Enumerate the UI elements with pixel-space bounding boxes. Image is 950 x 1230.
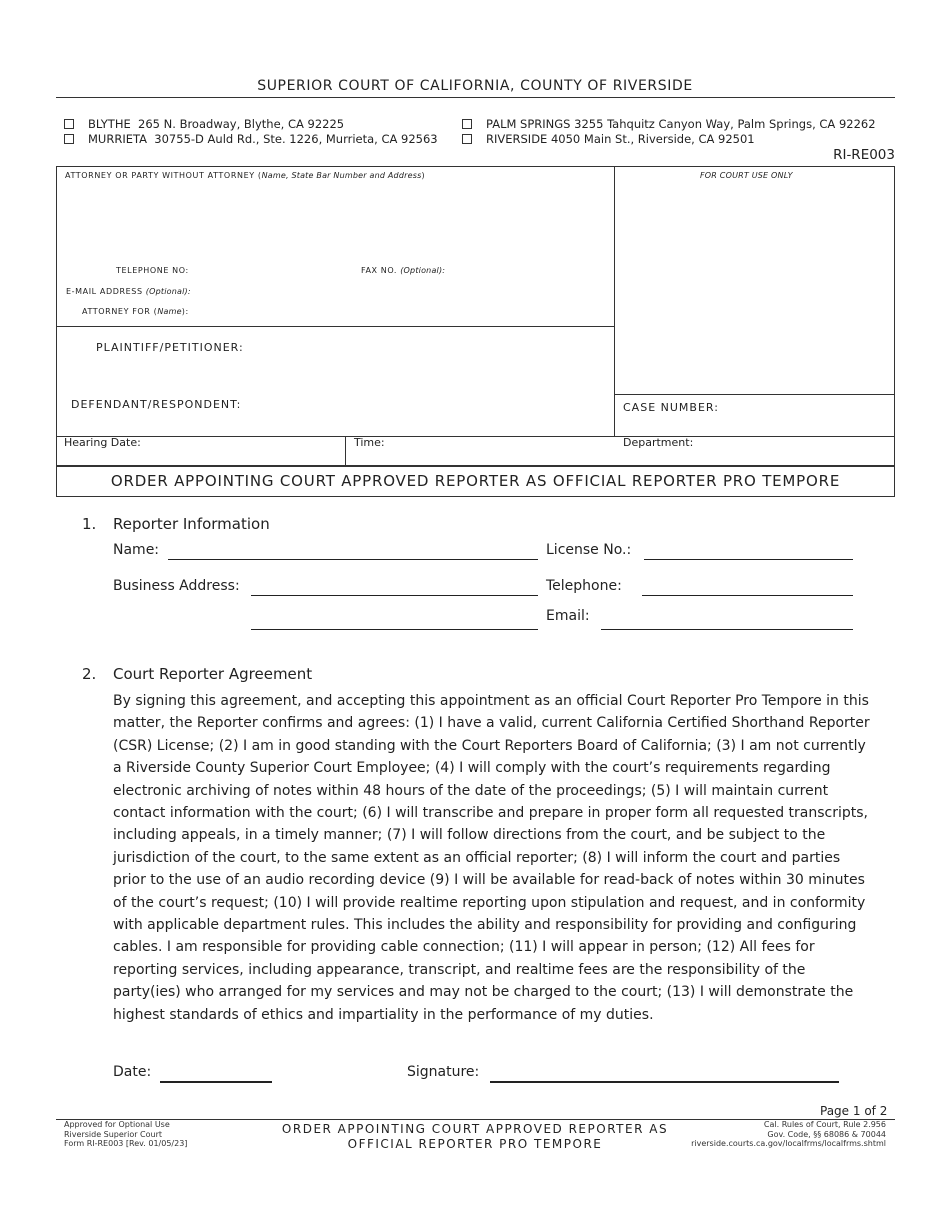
hearing-date-label: Hearing Date: xyxy=(64,436,141,449)
blythe-checkbox[interactable] xyxy=(64,119,74,129)
hearing-divider xyxy=(345,436,346,466)
location-name: RIVERSIDE xyxy=(486,132,548,146)
signature-input-line[interactable] xyxy=(490,1081,839,1083)
fax-label: FAX NO. (Optional): xyxy=(361,266,446,275)
business-address-input-line[interactable] xyxy=(251,595,538,596)
location-address: 265 N. Broadway, Blythe, CA 92225 xyxy=(138,117,345,131)
case-number-field[interactable] xyxy=(623,415,888,433)
business-address-label: Business Address: xyxy=(113,578,240,594)
section-2-number: 2. xyxy=(82,665,97,683)
time-label: Time: xyxy=(354,436,385,449)
signature-label: Signature: xyxy=(407,1064,480,1080)
license-label: License No.: xyxy=(546,542,632,558)
footer-center-line: ORDER APPOINTING COURT APPROVED REPORTER AS xyxy=(281,1122,669,1136)
footer-left-line: Riverside Superior Court xyxy=(64,1129,163,1139)
footer-right xyxy=(691,1120,886,1149)
location-palm-springs[interactable] xyxy=(462,117,876,131)
section-2-title: Court Reporter Agreement xyxy=(113,665,313,683)
attorney-for-label: ATTORNEY FOR (Name): xyxy=(82,307,189,316)
location-address: 4050 Main St., Riverside, CA 92501 xyxy=(550,132,755,146)
palm-springs-checkbox[interactable] xyxy=(462,119,472,129)
location-name: PALM SPRINGS xyxy=(486,117,571,131)
court-title: SUPERIOR COURT OF CALIFORNIA, COUNTY OF RIVERSIDE xyxy=(257,78,693,94)
date-label: Date: xyxy=(113,1064,152,1080)
telephone-label: TELEPHONE NO: xyxy=(116,266,189,275)
hearing-row-top xyxy=(56,436,895,437)
location-blythe[interactable] xyxy=(64,117,344,131)
defendant-label: DEFENDANT/RESPONDENT: xyxy=(71,398,242,411)
email-label: E-MAIL ADDRESS (Optional): xyxy=(66,287,191,296)
footer-right-line: riverside.courts.ca.gov/localfrms/localfrms.shtml xyxy=(691,1139,886,1148)
riverside-checkbox[interactable] xyxy=(462,134,472,144)
footer-center-line: OFFICIAL REPORTER PRO TEMPORE xyxy=(347,1137,603,1151)
email-field[interactable] xyxy=(200,283,607,299)
location-name: MURRIETA xyxy=(88,132,147,146)
department-field[interactable] xyxy=(623,450,888,464)
location-address: 3255 Tahquitz Canyon Way, Palm Springs, CA 92262 xyxy=(574,117,876,131)
plaintiff-field[interactable] xyxy=(250,336,607,356)
business-address-line-2[interactable] xyxy=(251,629,538,630)
email-label: Email: xyxy=(546,608,590,624)
header-rule xyxy=(56,97,895,98)
case-number-label: CASE NUMBER: xyxy=(623,401,719,414)
location-name: BLYTHE xyxy=(88,117,131,131)
name-input-line[interactable] xyxy=(168,559,538,560)
attorney-address-field[interactable] xyxy=(62,182,610,264)
footer-right-line: Gov. Code, §§ 68086 & 70044 xyxy=(767,1129,886,1139)
court-use-divider xyxy=(614,394,895,395)
email-input-line[interactable] xyxy=(601,629,853,630)
telephone-label: Telephone: xyxy=(546,578,622,594)
caption-divider xyxy=(614,166,615,436)
plaintiff-label: PLAINTIFF/PETITIONER: xyxy=(96,341,244,354)
fax-field[interactable] xyxy=(452,262,607,278)
order-title: ORDER APPOINTING COURT APPROVED REPORTER AS OFFICIAL REPORTER PRO TEMPORE xyxy=(110,472,841,490)
murrieta-checkbox[interactable] xyxy=(64,134,74,144)
telephone-field[interactable] xyxy=(200,262,350,278)
attorney-party-divider xyxy=(56,326,614,327)
page-number: Page 1 of 2 xyxy=(820,1104,888,1118)
footer-left-line: Approved for Optional Use xyxy=(64,1120,170,1129)
telephone-input-line[interactable] xyxy=(642,595,853,596)
date-input-line[interactable] xyxy=(160,1081,272,1083)
location-address: 30755-D Auld Rd., Ste. 1226, Murrieta, CA 92563 xyxy=(154,132,438,146)
attorney-label: ATTORNEY OR PARTY WITHOUT ATTORNEY (Name, State Bar Number and Address) xyxy=(65,171,426,180)
footer-left-line: Form RI-RE003 [Rev. 01/05/23] xyxy=(64,1139,188,1148)
court-use-label: FOR COURT USE ONLY xyxy=(700,171,793,180)
agreement-text: By signing this agreement, and accepting this appointment as an official Court Reporter Pro Tempore in this matter, the Reporter confirms and agrees: (1) I have a valid, current California Certified Shorthand Reporter (CSR) License; (2) I am in good standing with the Court Reporters Board of California; (3) I am not currently a Riverside County Superior Court Employee; (4) I will comply with the court’s requirements regarding electronic archiving of notes within 48 hours of the date of the proceedings; (5) I will maintain current contact information with the court; (6) I will transcribe and prepare in proper form all requested transcripts, including appeals, in a timely manner; (7) I will follow directions from the court, and be subject to the jurisdiction of the court, to the same extent as an official reporter; (8) I will inform the court and parties prior to the use of an audio recording device (9) I will be available for read-back of notes within 30 minutes of the court’s request; (10) I will provide realtime reporting upon stipulation and request, and in conformity with applicable department rules. This includes the ability and responsibility for providing and configuring cables. I am responsible for providing cable connection; (11) I will appear in person; (12) All fees for reporting services, including appearance, transcript, and realtime fees are the responsibility of the party(ies) who arranged for my services and may not be charged to the court; (13) I will demonstrate the highest standards of ethics and impartiality in the performance of my duties. xyxy=(113,693,870,1023)
location-murrieta[interactable] xyxy=(64,132,438,146)
attorney-for-field[interactable] xyxy=(200,303,607,319)
section-1-title: Reporter Information xyxy=(113,515,270,533)
form-id: RI-RE003 xyxy=(833,147,895,163)
footer-right-line: Cal. Rules of Court, Rule 2.956 xyxy=(763,1120,886,1129)
name-label: Name: xyxy=(113,542,160,558)
defendant-field[interactable] xyxy=(250,393,607,413)
section-1-number: 1. xyxy=(82,515,97,533)
time-field[interactable] xyxy=(354,450,609,464)
hearing-date-field[interactable] xyxy=(64,450,339,464)
footer-center xyxy=(260,1122,690,1152)
footer-left xyxy=(64,1120,187,1149)
department-label: Department: xyxy=(623,436,694,449)
license-input-line[interactable] xyxy=(644,559,853,560)
location-riverside[interactable] xyxy=(462,132,755,146)
